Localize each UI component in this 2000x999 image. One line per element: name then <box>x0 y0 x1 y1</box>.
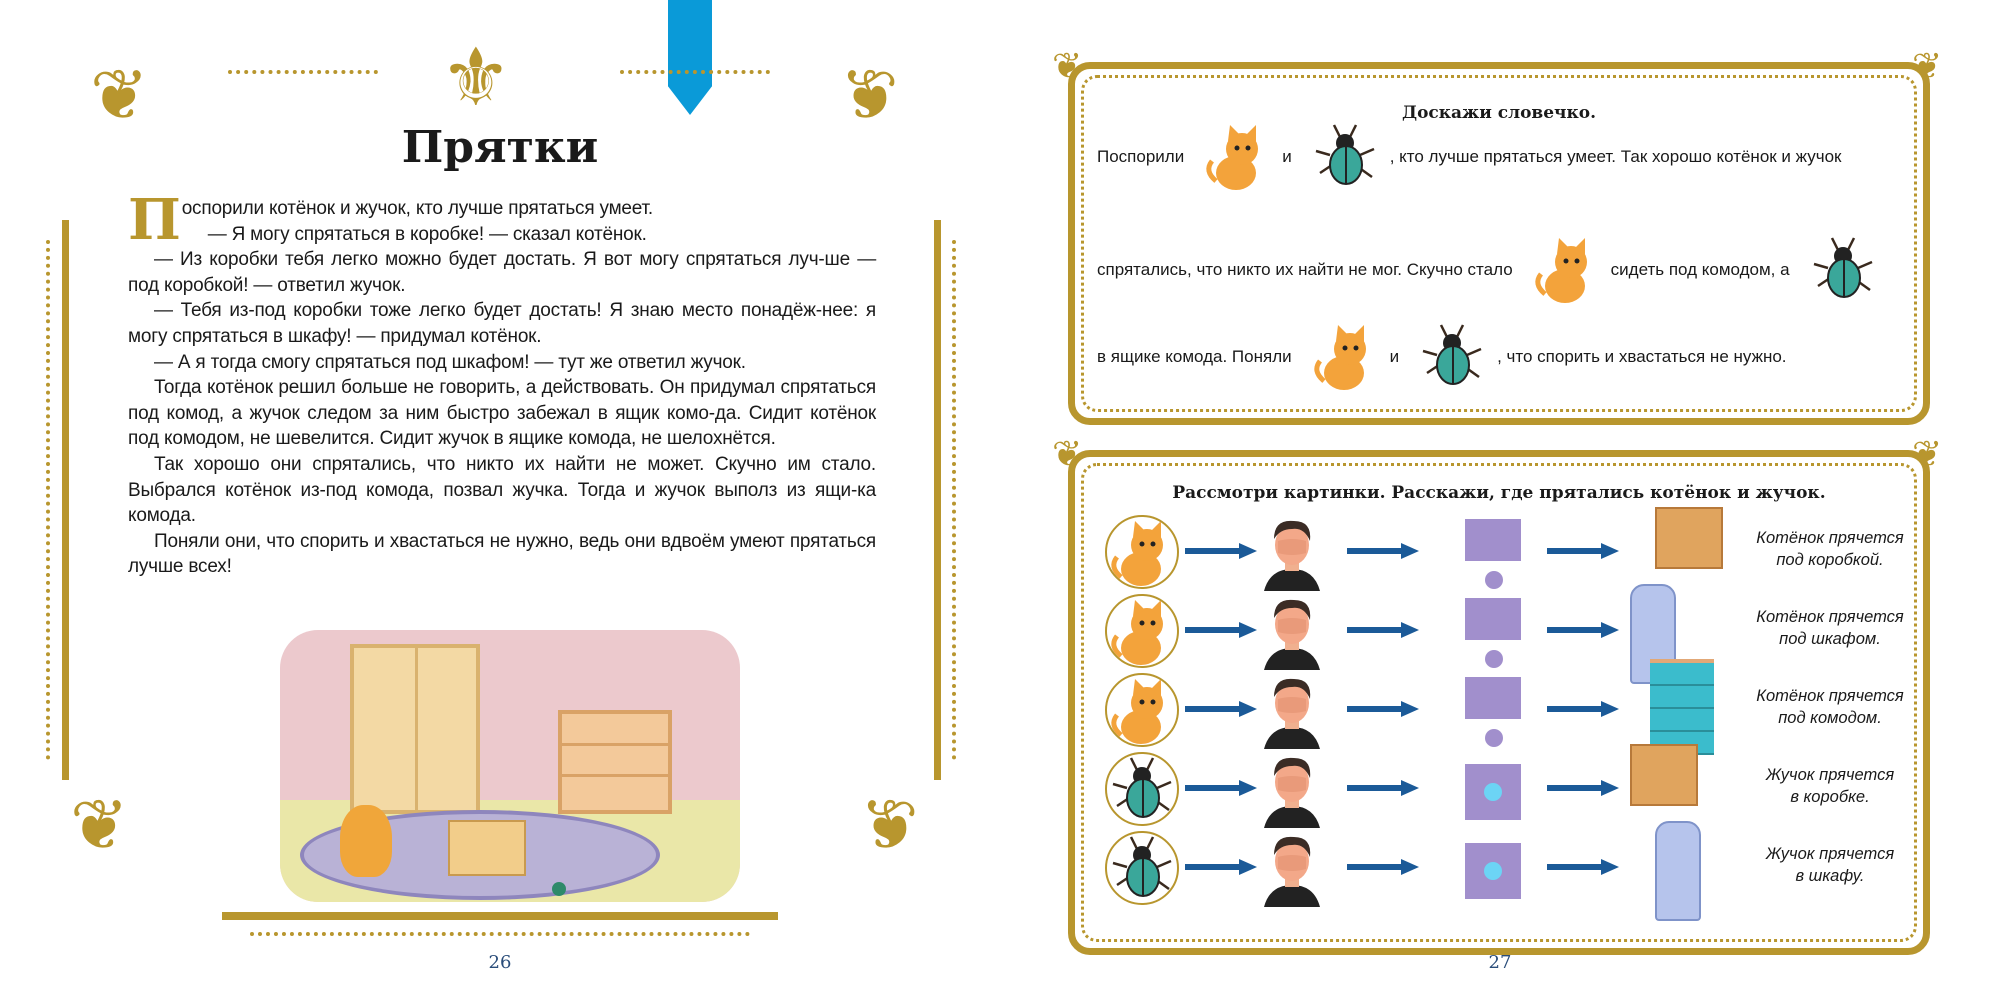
arrow-right-icon <box>1347 780 1419 796</box>
cardboard-box <box>448 820 526 876</box>
circle-symbol <box>1485 650 1503 668</box>
left-border-dots <box>46 240 50 760</box>
kitten-picture <box>1202 121 1274 193</box>
story-paragraph: Поспорили котёнок и жучок, кто лучше прятаться умеет. <box>128 187 654 253</box>
fill-in-line <box>1097 234 1888 306</box>
story-title: Прятки <box>401 122 599 173</box>
square-with-hidden-circle <box>1465 764 1521 820</box>
wardrobe-picture <box>1655 837 1701 937</box>
corner-ornament-bottom-right: ❦ <box>860 786 919 864</box>
fill-in-line <box>1097 321 1795 393</box>
exercise-finish-the-word <box>1068 62 1930 425</box>
corner-ornament-bottom-left: ❦ <box>70 786 129 864</box>
story-paragraph: Так хорошо они спрятались, что никто их найти не может. Скучно им стало. Выбрался котёнок из-под комода, позвал жучка. Тогда и жучок выполз из ящи-ка комода. <box>128 453 876 527</box>
arrow-right-icon <box>1547 701 1619 717</box>
line-text: , что спорить и хвастаться не нужно. <box>1497 347 1787 366</box>
arrow-right-icon <box>1185 701 1257 717</box>
child-covering-eyes <box>1260 671 1324 749</box>
arrow-right-icon <box>1547 622 1619 638</box>
page-number-right: 27 <box>1488 952 1512 973</box>
right-border-dots <box>952 240 956 760</box>
arrow-right-icon <box>1347 701 1419 717</box>
exercise-look-at-pictures <box>1068 450 1930 955</box>
circle-symbol <box>1485 729 1503 747</box>
hiding-sequence-row <box>1075 829 1935 907</box>
hiding-caption: Котёнок прячется под шкафом. <box>1756 608 1904 648</box>
square-symbol <box>1465 677 1521 719</box>
corner-ornament-top-left: ❦ <box>90 56 149 134</box>
hiding-caption: Котёнок прячется под коробкой. <box>1756 529 1904 569</box>
beetle-picture <box>1417 321 1489 393</box>
story-paragraph: Поняли они, что спорить и хвастаться не нужно, ведь они вдвоём умеют прятаться лучше всех! <box>128 530 876 578</box>
beetle-portrait <box>1105 831 1179 905</box>
story-paragraph: — Из коробки тебя легко можно будет достать. Я вот могу спрятаться луч-ше — под коробкой! — ответил жучок. <box>128 249 876 296</box>
arrow-right-icon <box>1185 622 1257 638</box>
box-picture <box>1655 521 1723 583</box>
story-paragraph: — Я могу спрятаться в коробке! — сказал котёнок. <box>207 223 647 245</box>
exercise1-title: Доскажи словечко. <box>1401 103 1597 123</box>
corner-ornament-top-right: ❦ <box>840 56 899 134</box>
box-corner-ornament: ❦ <box>1052 45 1083 86</box>
right-border-line <box>934 220 941 780</box>
line-text: в ящике комода. Поняли <box>1097 347 1292 366</box>
fill-in-line <box>1097 121 1849 193</box>
dresser <box>558 710 672 814</box>
hiding-caption: Жучок прячется в коробке. <box>1765 766 1895 806</box>
cat <box>340 805 392 877</box>
top-dotted-divider-left <box>228 70 378 74</box>
bottom-gold-bar <box>222 912 778 920</box>
child-covering-eyes <box>1260 829 1324 907</box>
kitten-picture <box>1531 234 1603 306</box>
beetle <box>552 882 566 896</box>
kitten-picture <box>1310 321 1382 393</box>
child-covering-eyes <box>1260 750 1324 828</box>
wardrobe <box>350 644 480 814</box>
beetle-picture <box>1808 234 1880 306</box>
left-border-line <box>62 220 69 780</box>
arrow-right-icon <box>1347 859 1419 875</box>
story-paragraph: Тогда котёнок решил больше не говорить, а действовать. Он придумал спрятаться под комод, а жучок следом за ним быстро забежал в ящик комо-да. Сидит котёнок под комодом, не шевелится. Сидит жучок в ящике комода, не шелохнётся. <box>128 377 876 450</box>
line-text: , кто лучше прятаться умеет. Так хорошо котёнок и жучок <box>1389 147 1842 166</box>
exercise2-title: Рассмотри картинки. Расскажи, где прятались котёнок и жучок. <box>1172 483 1826 503</box>
story-paragraph: — Тебя из-под коробки тоже легко будет достать! Я знаю место понадёж-нее: я могу спрятаться в шкафу! — придумал котёнок. <box>128 300 876 347</box>
story-paragraph: — А я тогда смогу спрятаться под шкафом! — тут же ответил жучок. <box>154 351 746 373</box>
hiding-sequence-row <box>1075 750 1935 828</box>
drop-cap: П <box>128 187 181 253</box>
child-covering-eyes <box>1260 592 1324 670</box>
beetle-picture <box>1310 121 1382 193</box>
line-text: Поспорили <box>1097 147 1185 166</box>
hiding-sequence-row <box>1075 592 1935 670</box>
bookmark-ribbon <box>668 0 712 115</box>
line-text: и <box>1282 147 1292 166</box>
box-corner-ornament: ❦ <box>1912 433 1943 474</box>
arrow-right-icon <box>1347 543 1419 559</box>
fleur-de-lis-ornament: ⚜ <box>440 33 512 122</box>
line-text: спрятались, что никто их найти не мог. Скучно стало <box>1097 260 1513 279</box>
arrow-right-icon <box>1547 859 1619 875</box>
story-text <box>128 187 876 580</box>
arrow-right-icon <box>1185 780 1257 796</box>
box-corner-ornament: ❦ <box>1912 45 1943 86</box>
line-text: сидеть под комодом, а <box>1610 260 1790 279</box>
hiding-caption: Котёнок прячется под комодом. <box>1756 687 1904 727</box>
hiding-caption: Жучок прячется в шкафу. <box>1765 845 1895 885</box>
hiding-sequence-row <box>1075 671 1935 749</box>
arrow-right-icon <box>1547 543 1619 559</box>
line-text: и <box>1389 347 1400 366</box>
kitten-portrait <box>1105 594 1179 668</box>
kitten-portrait <box>1105 673 1179 747</box>
child-covering-eyes <box>1260 513 1324 591</box>
arrow-right-icon <box>1347 622 1419 638</box>
top-dotted-divider-right <box>620 70 770 74</box>
square-symbol <box>1465 598 1521 640</box>
box-picture <box>1630 758 1698 820</box>
arrow-right-icon <box>1185 543 1257 559</box>
square-symbol <box>1465 519 1521 561</box>
arrow-right-icon <box>1185 859 1257 875</box>
square-with-hidden-circle <box>1465 843 1521 899</box>
room-illustration <box>280 630 740 902</box>
circle-symbol <box>1485 571 1503 589</box>
box-corner-ornament: ❦ <box>1052 433 1083 474</box>
beetle-portrait <box>1105 752 1179 826</box>
arrow-right-icon <box>1547 780 1619 796</box>
bottom-dotted-divider <box>250 932 750 936</box>
hiding-sequence-row <box>1075 513 1935 591</box>
page-number-left: 26 <box>488 952 512 973</box>
kitten-portrait <box>1105 515 1179 589</box>
